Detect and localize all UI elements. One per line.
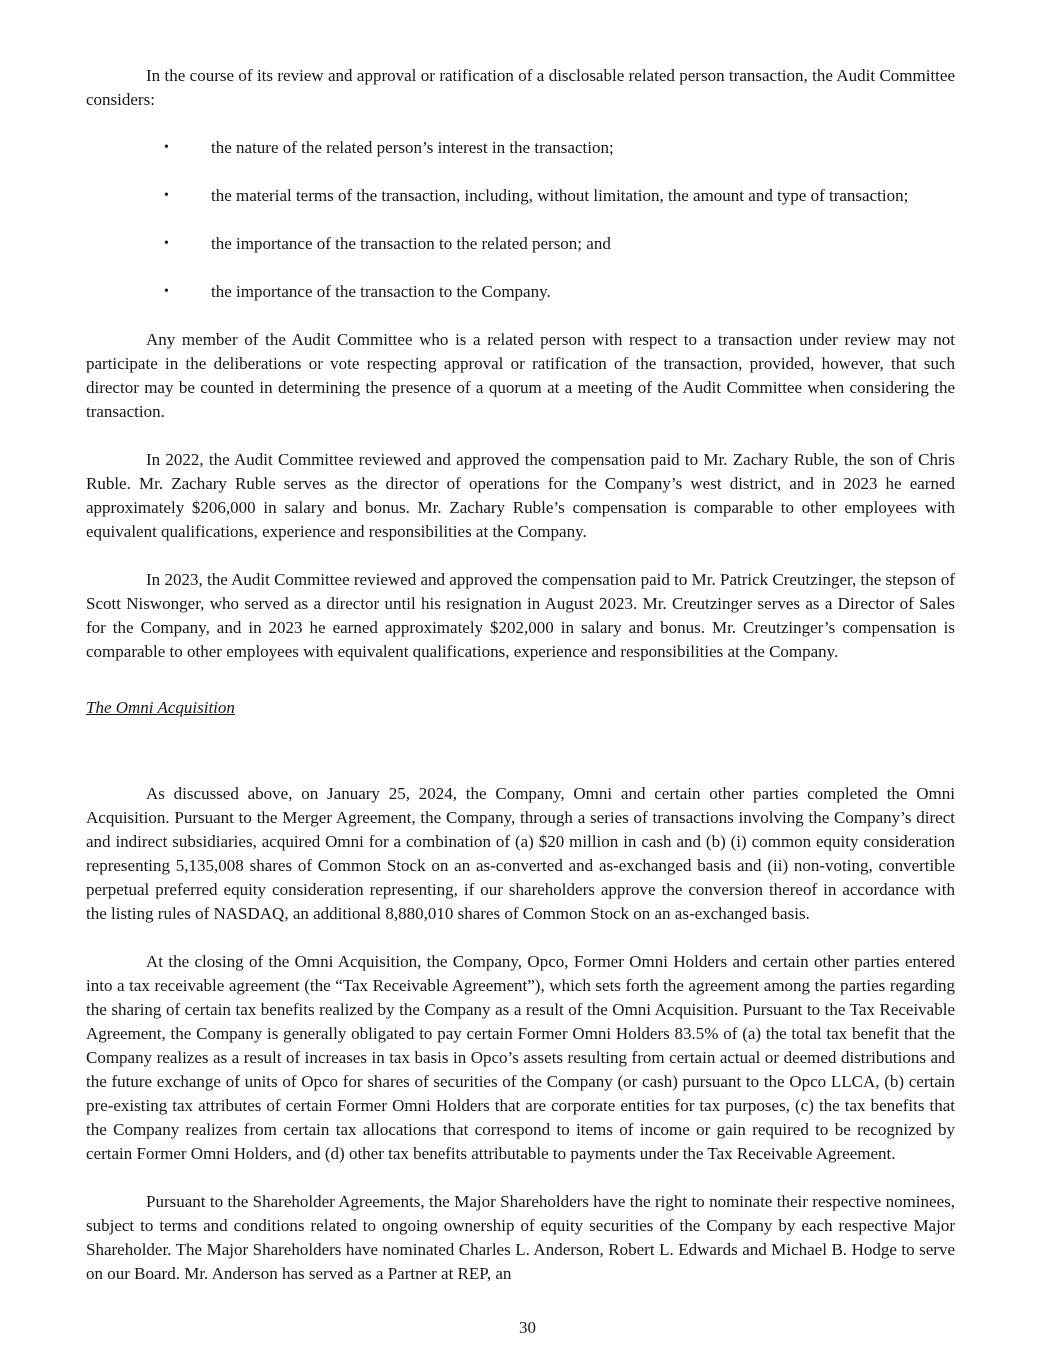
shareholder-agreements-paragraph: Pursuant to the Shareholder Agreements, the Major Shareholders have the right to nominate their respective nominees, subject to terms and conditions related to ongoing ownership of equity securities of the Company by each respective Major Shareholder. The Major Shareholders have nominated Charles L. Anderson, Robert L. Edwards and Michael B. Hodge to serve on our Board. Mr. Anderson has served as a Partner at REP, an (86, 1192, 955, 1283)
bullet-icon: • (164, 236, 169, 251)
list-item-text: the nature of the related person’s interest in the transaction; (211, 138, 614, 157)
list-item (86, 136, 955, 160)
considerations-list (86, 136, 955, 304)
tax-receivable-paragraph: At the closing of the Omni Acquisition, the Company, Opco, Former Omni Holders and certain other parties entered into a tax receivable agreement (the “Tax Receivable Agreement”), which sets forth the agreement among the parties regarding the sharing of certain tax benefits realized by the Company as a result of the Omni Acquisition. Pursuant to the Tax Receivable Agreement, the Company is generally obligated to pay certain Former Omni Holders 83.5% of (a) the total tax benefit that the Company realizes as a result of increases in tax basis in Opco’s assets resulting from certain actual or deemed distributions and the future exchange of units of Opco for shares of securities of the Company (or cash) pursuant to the Opco LLCA, (b) certain pre-existing tax attributes of certain Former Omni Holders that are corporate entities for tax purposes, (c) the tax benefits that the Company realizes from certain tax allocations that correspond to items of income or gain required to be recognized by certain Former Omni Holders, and (d) other tax benefits attributable to payments under the Tax Receivable Agreement. (86, 952, 955, 1163)
page-number: 30 (519, 1318, 536, 1337)
acquisition-paragraph: As discussed above, on January 25, 2024, the Company, Omni and certain other parties completed the Omni Acquisition. Pursuant to the Merger Agreement, the Company, through a series of transactions involving the Company’s direct and indirect subsidiaries, acquired Omni for a combination of (a) $20 million in cash and (b) (i) common equity consideration representing 5,135,008 shares of Common Stock on an as-converted and as-exchanged basis and (ii) non-voting, convertible perpetual preferred equity consideration representing, if our shareholders approve the conversion thereof in accordance with the listing rules of NASDAQ, an additional 8,880,010 shares of Common Stock on an as-exchanged basis. (86, 784, 955, 923)
bullet-icon: • (164, 188, 169, 203)
list-item (86, 184, 955, 208)
creutzinger-compensation-paragraph: In 2023, the Audit Committee reviewed and approved the compensation paid to Mr. Patrick Creutzinger, the stepson of Scott Niswonger, who served as a director until his resignation in August 2023. Mr. Creutzinger serves as a Director of Sales for the Company, and in 2023 he earned approximately $202,000 in salary and bonus. Mr. Creutzinger’s compensation is comparable to other employees with equivalent qualifications, experience and responsibilities at the Company. (86, 570, 955, 661)
list-item-text: the importance of the transaction to the related person; and (211, 234, 611, 253)
omni-acquisition-heading: The Omni Acquisition (86, 698, 235, 717)
list-item (86, 232, 955, 256)
list-item (86, 280, 955, 304)
bullet-icon: • (164, 284, 169, 299)
bullet-icon: • (164, 140, 169, 155)
list-item-text: the material terms of the transaction, including, without limitation, the amount and type of transaction; (211, 186, 909, 205)
ruble-compensation-paragraph: In 2022, the Audit Committee reviewed and approved the compensation paid to Mr. Zachary Ruble, the son of Chris Ruble. Mr. Zachary Ruble serves as the director of operations for the Company’s west district, and in 2023 he earned approximately $206,000 in salary and bonus. Mr. Zachary Ruble’s compensation is comparable to other employees with equivalent qualifications, experience and responsibilities at the Company. (86, 450, 955, 541)
list-item-text: the importance of the transaction to the Company. (211, 282, 551, 301)
intro-paragraph: In the course of its review and approval or ratification of a disclosable related person transaction, the Audit Committee considers: (86, 66, 955, 109)
quorum-paragraph: Any member of the Audit Committee who is a related person with respect to a transaction under review may not participate in the deliberations or vote respecting approval or ratification of the transaction, provided, however, that such director may be counted in determining the presence of a quorum at a meeting of the Audit Committee when considering the transaction. (86, 330, 955, 421)
